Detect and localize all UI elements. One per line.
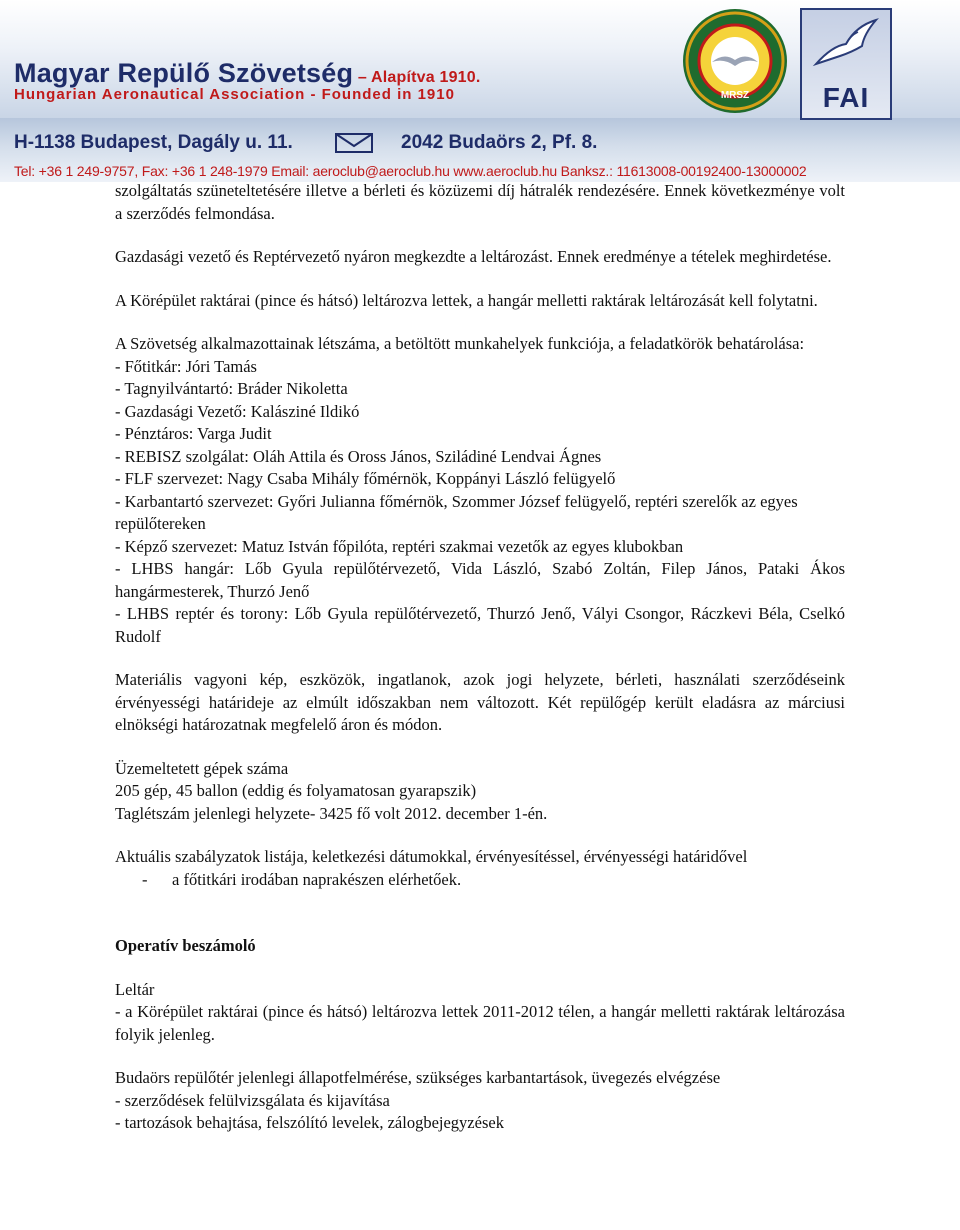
mrsz-emblem-logo — [682, 4, 788, 118]
budaors-airfield-title: Budaörs repülőtér jelenlegi állapotfelmérése, szükséges karbantartások, üvegezés elvégzése — [115, 1068, 721, 1087]
staff-item: - LHBS hangár: Lőb Gyula repülőtérvezető, Vida László, Szabó Zoltán, Filep János, Pataki Ákos hangármesterek, Thurzó Jenő — [115, 559, 845, 601]
staff-item: - FLF szervezet: Nagy Csaba Mihály főmérnök, Koppányi László felügyelő — [115, 469, 616, 488]
operative-report-heading: Operatív beszámoló — [115, 936, 256, 955]
paragraph-inventory-start: Gazdasági vezető és Reptérvezető nyáron megkezdte a leltározást. Ennek eredménye a tételek meghirdetése. — [115, 247, 832, 266]
fai-bird-icon — [810, 16, 882, 72]
organization-name-english: Hungarian Aeronautical Association - Founded in 1910 — [14, 86, 455, 103]
staff-item: - Pénztáros: Varga Judit — [115, 424, 272, 443]
envelope-icon — [334, 132, 374, 154]
fleet-count: 205 gép, 45 ballon (eddig és folyamatosan gyarapszik) — [115, 781, 477, 800]
letterhead — [0, 0, 960, 182]
staff-item: - LHBS reptér és torony: Lőb Gyula repülőtérvezető, Thurzó Jenő, Vályi Csongor, Ráczkevi Béla, Cselkó Rudolf — [115, 604, 845, 646]
document-body — [115, 180, 845, 1135]
organization-name-text: Magyar Repülő Szövetség — [14, 58, 354, 88]
staff-item: - Gazdasági Vezető: Kalásziné Ildikó — [115, 401, 360, 421]
list-dash: - — [142, 869, 148, 889]
address-budapest: H-1138 Budapest, Dagály u. 11. — [14, 132, 293, 153]
rules-item — [115, 869, 845, 892]
staff-item: - Tagnyilvántartó: Bráder Nikoletta — [115, 379, 348, 398]
staff-intro: A Szövetség alkalmazottainak létszáma, a betöltött munkahelyek funkciója, a feladatkörök behatárolása: — [115, 334, 805, 353]
rules-intro: Aktuális szabályzatok listája, keletkezési dátumokkal, érvényesítéssel, érvényességi határidővel — [115, 847, 748, 866]
fleet-title: Üzemeltetett gépek száma — [115, 758, 289, 778]
staff-item: - Főtitkár: Jóri Tamás — [115, 356, 257, 376]
address-budaors: 2042 Budaörs 2, Pf. 8. — [401, 132, 598, 153]
staff-item: - Karbantartó szervezet: Győri Julianna főmérnök, Szommer József felügyelő, reptéri szerelők az egyes repülőtereken — [115, 491, 798, 533]
inventory-title: Leltár — [115, 979, 155, 999]
rules-item-text: a főtitkári irodában naprakészen elérhetőek. — [172, 869, 462, 889]
paragraph-service-suspension: szolgáltatás szüneteltetésére illetve a bérleti és közüzemi díj hátralék rendezésére. Ennek következménye volt a szerződés felmondása. — [115, 181, 845, 223]
paragraph-storage-inventory: A Körépület raktárai (pince és hátsó) leltározva lettek, a hangár melletti raktárak leltározását kell folytatni. — [115, 290, 818, 310]
fai-logo — [800, 8, 892, 120]
mrsz-emblem-text: MRSZ — [720, 90, 750, 101]
budaors-item: - tartozások behajtása, felszólító levelek, zálogbejegyzések — [115, 1113, 504, 1132]
budaors-item: - szerződések felülvizsgálata és kijavítása — [115, 1090, 390, 1110]
fai-logo-text: FAI — [822, 82, 870, 113]
contact-line: Tel: +36 1 249-9757, Fax: +36 1 248-1979 Email: aeroclub@aeroclub.hu www.aeroclub.hu Banksz.: 11613008-00192400-13000002 — [14, 163, 807, 179]
paragraph-assets: Materiális vagyoni kép, eszközök, ingatlanok, azok jogi helyzete, bérleti, használati szerződéseink érvényességi határideje az elmúlt időszakban nem változott. Két repülőgép került eladásra az márciusi elnökségi határozatnak megfelelő áron és módon. — [115, 670, 845, 734]
inventory-text: - a Körépület raktárai (pince és hátsó) leltározva lettek 2011-2012 télen, a hangár melletti raktárak leltározása folyik jelenleg. — [115, 1002, 845, 1044]
staff-item: - Képző szervezet: Matuz István főpilóta, reptéri szakmai vezetők az egyes klubokban — [115, 536, 684, 556]
staff-item: - REBISZ szolgálat: Oláh Attila és Oross János, Sziládiné Lendvai Ágnes — [115, 446, 602, 466]
organization-name — [14, 58, 481, 89]
membership-count: Taglétszám jelenlegi helyzete- 3425 fő volt 2012. december 1-én. — [115, 803, 548, 823]
organization-founded: – Alapítva 1910. — [353, 69, 481, 86]
